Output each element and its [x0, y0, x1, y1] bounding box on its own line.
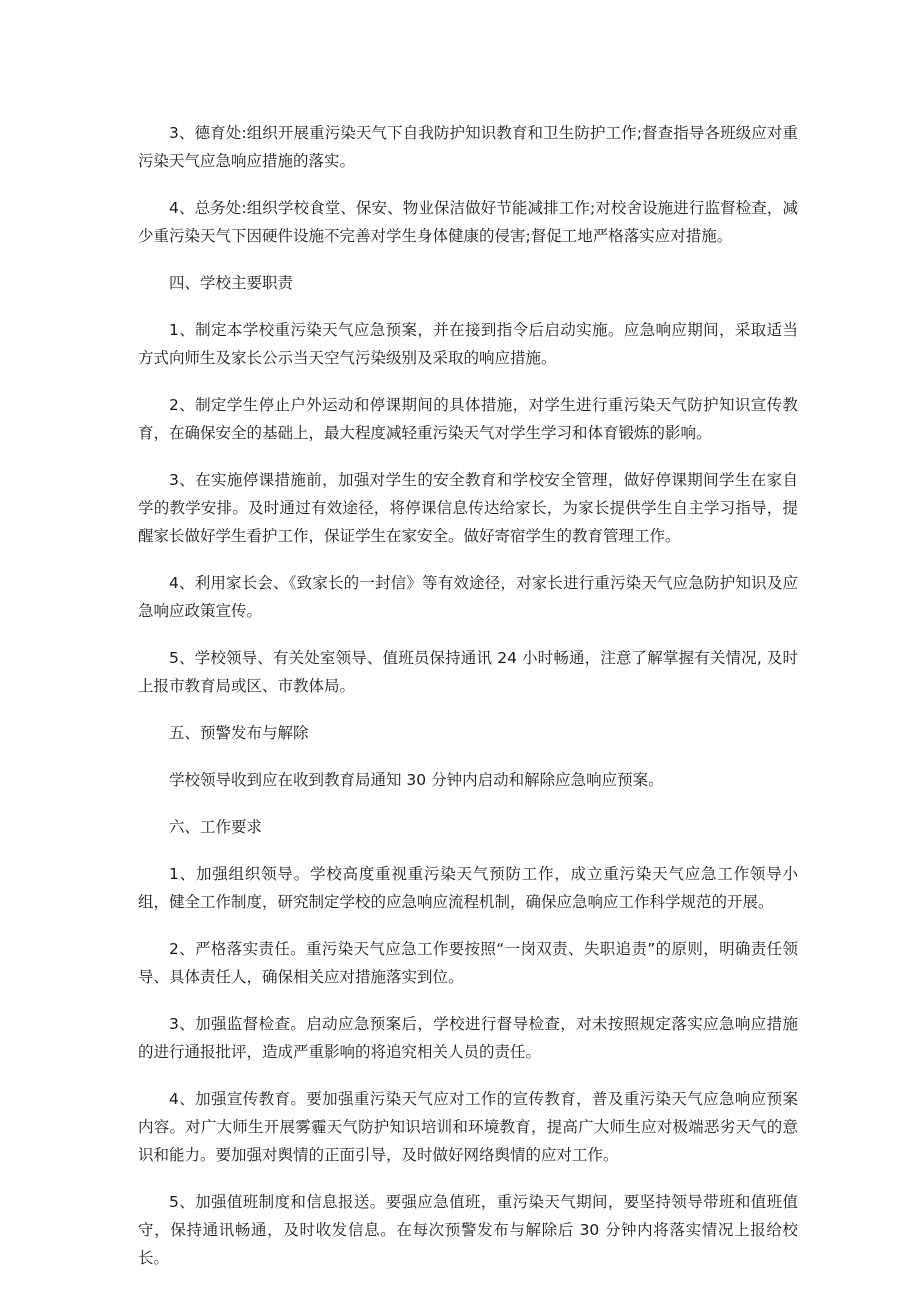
section-heading-school-duties: 四、学校主要职责: [169, 274, 294, 292]
paragraph-requirement-2: 2、严格落实责任。重污染天气应急工作要按照“一岗双责、失职追责”的原则，明确责任领导、具体责任人，确保相关应对措施落实到位。: [138, 940, 798, 986]
paragraph-duty-2: 2、制定学生停止户外运动和停课期间的具体措施，对学生进行重污染天气防护知识宣传教育，在确保安全的基础上，最大程度减轻重污染天气对学生学习和体育锻炼的影响。: [138, 396, 798, 442]
document-body: [138, 119, 798, 1291]
paragraph-requirement-3: 3、加强监督检查。启动应急预案后，学校进行督导检查，对未按照规定落实应急响应措施的进行通报批评，造成严重影响的将追究相关人员的责任。: [138, 1015, 798, 1061]
section-heading-warning-release: 五、预警发布与解除: [169, 724, 309, 742]
paragraph-moral-education-office: 3、德育处:组织开展重污染天气下自我防护知识教育和卫生防护工作;督查指导各班级应对重污染天气应急响应措施的落实。: [138, 124, 798, 170]
paragraph-warning-release: 学校领导收到应在收到教育局通知 30 分钟内启动和解除应急响应预案。: [169, 771, 664, 789]
paragraph-requirement-1: 1、加强组织领导。学校高度重视重污染天气预防工作，成立重污染天气应急工作领导小组，健全工作制度，研究制定学校的应急响应流程机制，确保应急响应工作科学规范的开展。: [138, 865, 798, 911]
paragraph-duty-4: 4、利用家长会、《致家长的一封信》等有效途径，对家长进行重污染天气应急防护知识及应急响应政策宣传。: [138, 574, 798, 620]
paragraph-requirement-5: 5、加强值班制度和信息报送。要强应急值班，重污染天气期间，要坚持领导带班和值班值守，保持通讯畅通，及时收发信息。在每次预警发布与解除后 30 分钟内将落实情况上报给校长。: [138, 1193, 798, 1267]
paragraph-general-affairs-office: 4、总务处:组织学校食堂、保安、物业保洁做好节能减排工作;对校舍设施进行监督检查，减少重污染天气下因硬件设施不完善对学生身体健康的侵害;督促工地严格落实应对措施。: [138, 199, 798, 245]
paragraph-duty-1: 1、制定本学校重污染天气应急预案，并在接到指令后启动实施。应急响应期间，采取适当方式向师生及家长公示当天空气污染级别及采取的响应措施。: [138, 321, 798, 367]
paragraph-duty-3: 3、在实施停课措施前，加强对学生的安全教育和学校安全管理，做好停课期间学生在家自学的教学安排。及时通过有效途径，将停课信息传达给家长，为家长提供学生自主学习指导，提醒家长做好学生看护工作，保证学生在家安全。做好寄宿学生的教育管理工作。: [138, 471, 798, 545]
paragraph-requirement-4: 4、加强宣传教育。要加强重污染天气应对工作的宣传教育，普及重污染天气应急响应预案内容。对广大师生开展雾霾天气防护知识培训和环境教育，提高广大师生应对极端恶劣天气的意识和能力。要加强对舆情的正面引导，及时做好网络舆情的应对工作。: [138, 1090, 798, 1164]
section-heading-work-requirements: 六、工作要求: [169, 818, 263, 836]
paragraph-duty-5: 5、学校领导、有关处室领导、值班员保持通讯 24 小时畅通，注意了解掌握有关情况, 及时上报市教育局或区、市教体局。: [138, 649, 798, 695]
